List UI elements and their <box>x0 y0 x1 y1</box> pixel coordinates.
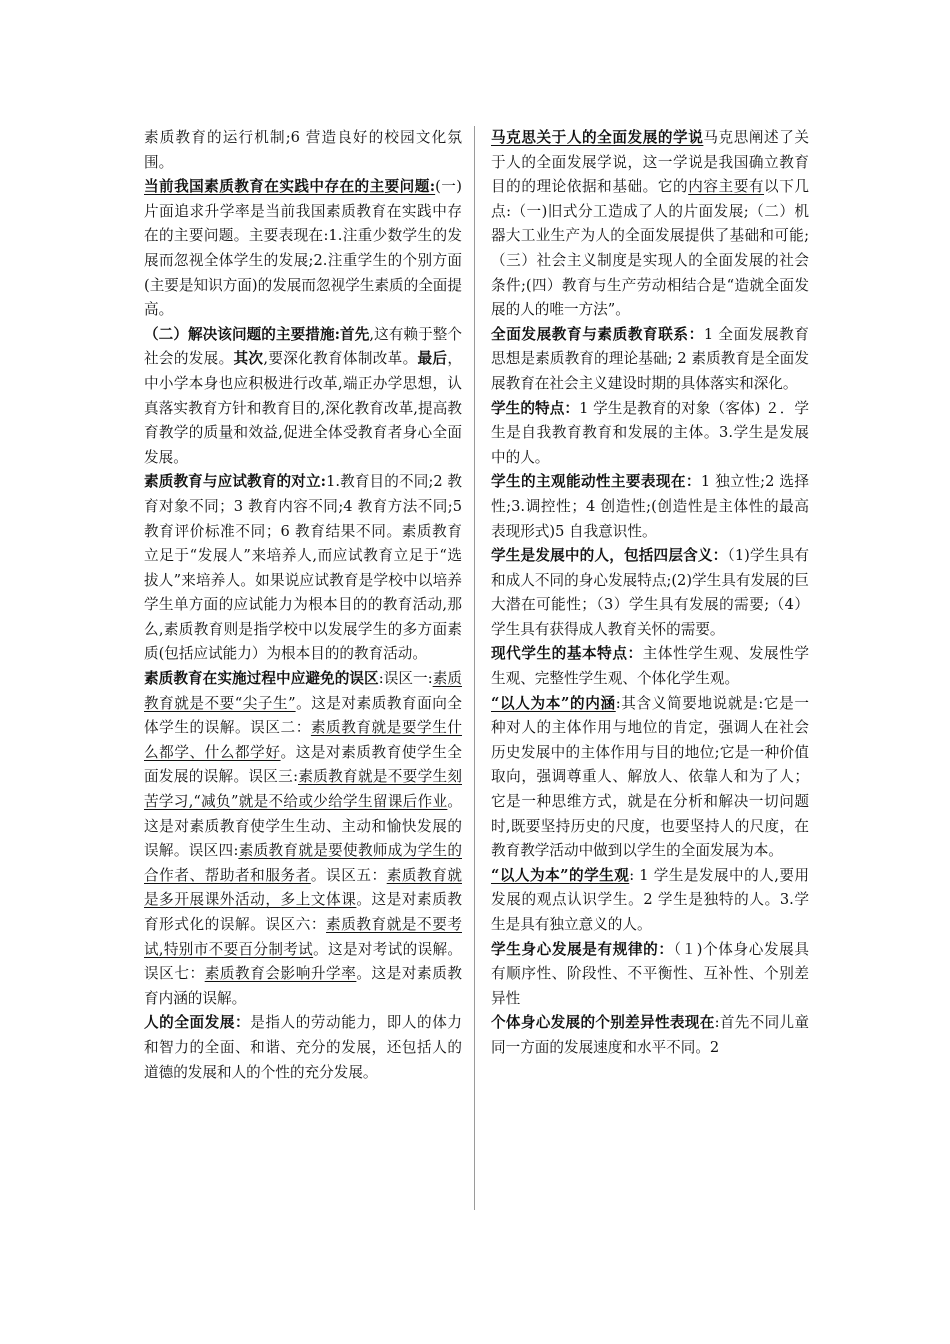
paragraph <box>144 470 462 667</box>
paragraph-text: :误区一: <box>378 670 433 688</box>
underlined-text: 素质教育就是多开展课外活动，多上文体课 <box>144 866 462 909</box>
paragraph <box>491 692 809 864</box>
paragraph-heading: 其次 <box>233 350 264 368</box>
paragraph <box>144 175 462 323</box>
paragraph <box>491 397 809 471</box>
paragraph <box>144 323 462 471</box>
paragraph-heading: 素质教育与应试教育的对立: <box>144 473 327 491</box>
paragraph-text: 。这是对素质教育内涵的误解。 <box>144 965 462 1007</box>
underlined-text: 素质教育就是不要“尖子生” <box>144 670 462 712</box>
underlined-text: 素质教育就是不要学生刻苦学习,“减负”就是不给或少给学生留课后作业 <box>144 768 462 811</box>
right-column <box>491 126 809 1061</box>
paragraph-heading: “以人为本”的学生观 <box>491 866 630 884</box>
paragraph-text: 素质教育的运行机制;6 营造良好的校园文化氛围。 <box>144 129 462 171</box>
paragraph-heading: 学生的主观能动性主要表现在： <box>491 473 701 491</box>
paragraph-heading: 素质教育在实施过程中应避免的误区 <box>144 670 379 688</box>
paragraph-text: 。这是对考试的误解。误区七： <box>144 940 462 983</box>
paragraph-text: (一)片面追求升学率是当前我国素质教育在实践中存在的主要问题。主要表现在:1.注重少数学生的发展而忽视全体学生的发展;2.注重学生的个别方面(主要是知识方面)的发展而忽视学生素质的全面提高。 <box>144 178 462 319</box>
paragraph-text: 是指人的劳动能力，即人的体力和智力的全面、和谐、充分的发展，还包括人的道德的发展和人的个性的充分发展。 <box>144 1014 462 1081</box>
paragraph-text: 。这是对素质教育面向全体学生的误解。误区二： <box>144 694 462 737</box>
paragraph-text: 以下几点:（一)旧式分工造成了人的片面发展;（二）机器大工业生产为人的全面发展提供了基础和可能;（三）社会主义制度是实现人的全面发展的社会条件;(四）教育与生产劳动相结合是“造就全面发展的人的唯一方法”。 <box>491 178 809 319</box>
paragraph-text: 主体性学生观、发展性学生观、完整性学生观、个体化学生观。 <box>491 645 809 688</box>
paragraph-heading: 学生的特点： <box>491 399 580 417</box>
paragraph-text: 。这是对素质教育使学生全面发展的误解。误区三: <box>144 743 462 786</box>
underlined-text: 内容主要有 <box>688 178 765 196</box>
paragraph-text: ,要深化教育体制改革。 <box>263 350 418 368</box>
column-divider <box>474 126 475 1210</box>
paragraph-heading: 人的全面发展： <box>144 1014 251 1032</box>
paragraph-text: （１)个体身心发展具有顺序性、阶段性、不平衡性、互补性、个别差异性 <box>491 940 809 1007</box>
paragraph-text: 马克思阐述了关于人的全面发展学说，这一学说是我国确立教育目的的理论依据和基础。它的 <box>491 129 809 196</box>
paragraph-heading: （二）解决该问题的主要措施:首先 <box>144 325 370 343</box>
paragraph-heading: 全面发展教育与素质教育联系： <box>491 325 704 343</box>
underlined-text: 素质教育就是不要考试,特别市不要百分制考试 <box>144 916 462 958</box>
paragraph-heading: “以人为本”的内涵 <box>491 694 616 712</box>
paragraph-text: 1 独立性;2 选择性;3.调控性；4 创造性;(创造性是主体性的最高表现形式)5 自我意识性。 <box>491 473 809 540</box>
underlined-text: 素质教育会影响升学率 <box>204 965 357 983</box>
paragraph <box>491 864 809 938</box>
paragraph <box>491 470 809 544</box>
paragraph <box>144 1011 462 1085</box>
paragraph-text: ，中小学本身也应积极进行改革,端正办学思想，认真落实教育方针和教育目的,深化教育改革,提高教育教学的质量和效益,促进全体受教育者身心全面发展。 <box>144 350 462 466</box>
paragraph-heading: 最后 <box>417 350 448 368</box>
paragraph <box>144 667 462 1011</box>
paragraph <box>491 938 809 1012</box>
left-column <box>144 126 462 1085</box>
paragraph <box>491 323 809 397</box>
paragraph <box>491 1011 809 1060</box>
paragraph-text: :其含义简要地说就是:它是一种对人的主体作用与地位的肯定，强调人在社会历史发展中的主体作用与目的地位;它是一种价值取向，强调尊重人、解放人、依靠人和为了人；它是一种思维方式，就是在分析和解决一切问题时,既要坚持历史的尺度，也要坚持人的尺度，在教育教学活动中做到以学生的全面发展为本。 <box>491 694 809 860</box>
paragraph-text: 。误区五： <box>310 866 387 884</box>
paragraph <box>491 642 809 691</box>
paragraph-text: （1)学生具有和成人不同的身心发展特点;(2)学生具有发展的巨大潜在可能性；（3）学生具有发展的需要;（4）学生具有获得成人教育关怀的需要。 <box>491 547 809 638</box>
paragraph-heading: 学生是发展中的人，包括四层含义： <box>491 547 728 565</box>
paragraph-heading: 当前我国素质教育在实践中存在的主要问题: <box>144 178 436 196</box>
paragraph <box>144 126 462 175</box>
paragraph-text: 1 全面发展教育思想是素质教育的理论基础; 2 素质教育是全面发展教育在社会主义建设时期的具体落实和深化。 <box>491 325 809 392</box>
paragraph-heading: 马克思关于人的全面发展的学说 <box>491 129 704 146</box>
paragraph-text: 1.教育目的不同;2 教育对象不同；3 教育内容不同;4 教育方法不同;5 教育评价标准不同；6 教育结果不同。素质教育立足于“发展人”来培养人,而应试教育立足于“选拔人”来培养人。如果说应试教育是学校中以培养学生单方面的应试能力为根本目的的教育活动,那么,素质教育则是指学校中以发展学生的多方面素质(包括应试能力）为根本目的的教育活动。 <box>144 473 463 663</box>
paragraph-heading: 学生身心发展是有规律的： <box>491 940 674 958</box>
paragraph <box>491 126 809 323</box>
paragraph-text: :首先不同儿童同一方面的发展速度和水平不同。2 <box>491 1014 809 1056</box>
paragraph <box>491 544 809 642</box>
paragraph-heading: 个体身心发展的个别差异性表现在 <box>491 1014 715 1032</box>
paragraph-text: 。这是对素质教育形式化的误解。误区六： <box>144 891 462 933</box>
paragraph-text: : 1 学生是发展中的人,要用发展的观点认识学生。2 学生是独特的人。3.学生是具有独立意义的人。 <box>491 866 809 933</box>
paragraph-text: 1 学生是教育的对象（客体) ２．学生是自我教育教育和发展的主体。3.学生是发展中的人。 <box>491 399 809 466</box>
paragraph-heading: 现代学生的基本特点： <box>491 645 643 663</box>
paragraph-text: 。这是对素质教育使学生生动、主动和愉快发展的误解。误区四: <box>144 793 462 860</box>
paragraph-text: ,这有赖于整个社会的发展。 <box>144 325 463 368</box>
underlined-text: 素质教育就是要学生什么都学、什么都学好 <box>144 719 462 761</box>
underlined-text: 素质教育就是要使教师成为学生的合作者、帮助者和服务者 <box>144 842 462 884</box>
